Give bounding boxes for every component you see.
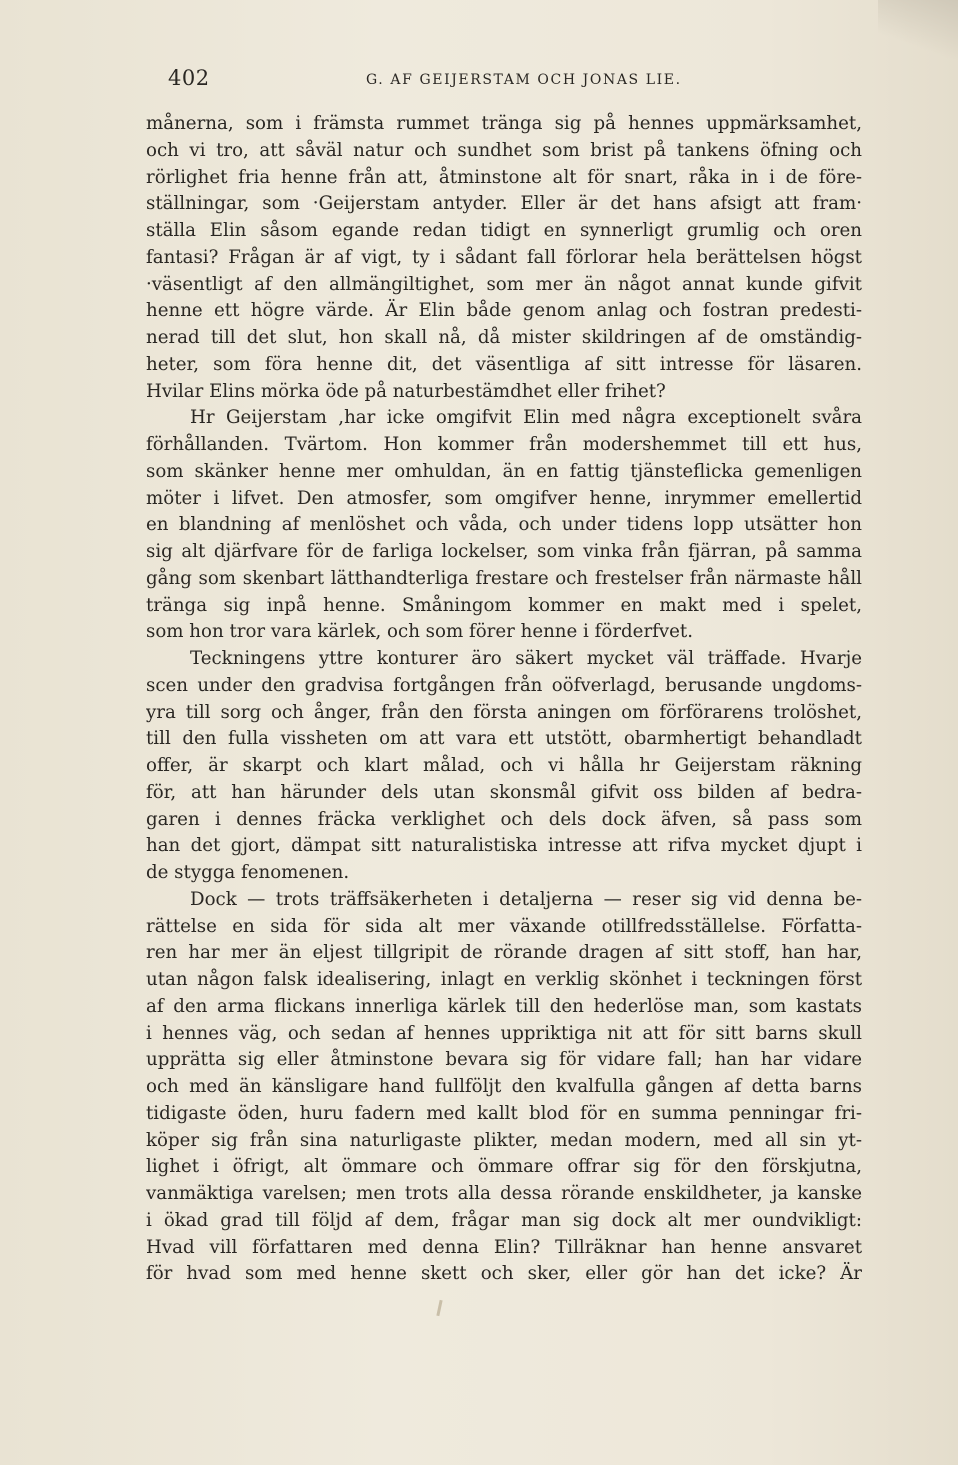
print-mark	[436, 1300, 442, 1316]
text-line: scen under den gradvisa fortgången från oöfverlagd, berusande ungdoms-	[146, 674, 862, 696]
text-line: han det gjort, dämpat sitt naturalistiska intresse att rifva mycket djupt i	[146, 835, 862, 857]
text-line: ställningar, som ·Geijerstam antyder. Eller är det hans afsigt att fram·	[146, 193, 862, 215]
text-line: Dock — trots träffsäkerheten i detaljerna — reser sig vid denna be-	[190, 888, 862, 910]
running-head: G. AF GEIJERSTAM OCH JONAS LIE.	[366, 72, 682, 88]
text-line: ·väsentligt af den allmängiltighet, som mer än något annat kunde gifvit	[146, 273, 862, 295]
text-line: yra till sorg och ånger, från den första aningen om förförarens trolöshet,	[146, 701, 862, 723]
text-line: förhållanden. Tvärtom. Hon kommer från modershemmet till ett hus,	[146, 434, 862, 455]
text-line: som skänker henne mer omhuldan, än en fattig tjänsteflicka gemenligen	[146, 460, 862, 482]
text-line: rättelse en sida för sida alt mer växande otillfredsställelse. Författa-	[146, 915, 862, 937]
text-line: fantasi? Frågan är af vigt, ty i sådant fall förlorar hela berättelsen högst	[146, 246, 862, 268]
text-line: Hvad vill författaren med denna Elin? Tillräknar han henne ansvaret	[146, 1236, 862, 1258]
page-number: 402	[168, 66, 210, 90]
text-line: möter i lifvet. Den atmosfer, som omgifver henne, inrymmer emellertid	[146, 487, 862, 509]
text-line: tidigaste öden, huru fadern med kallt blod för en summa penningar fri-	[146, 1102, 862, 1124]
text-line: af den arma flickans innerliga kärlek till den hederlöse man, som kastats	[146, 995, 862, 1017]
text-line: i ökad grad till följd af dem, frågar man sig dock alt mer oundvikligt:	[146, 1209, 862, 1231]
text-line: och med än känsligare hand fullföljt den kvalfulla gången af detta barns	[146, 1076, 862, 1097]
text-line: rörlighet fria henne från att, åtminstone alt för snart, råka in i de före-	[146, 166, 862, 188]
text-line: offer, är skarpt och klart målad, och vi hålla hr Geijerstam räkning	[146, 755, 862, 776]
text-line: vanmäktiga varelsen; men trots alla dessa rörande enskildheter, ja kanske	[146, 1183, 862, 1204]
text-line: för hvad som med henne skett och sker, eller gör han det icke? Är	[146, 1263, 862, 1285]
text-line: ställa Elin såsom egande redan tidigt en synnerligt grumlig och oren	[146, 220, 862, 241]
text-line: utan någon falsk idealisering, inlagt en verklig skönhet i teckningen först	[146, 969, 862, 990]
text-line: som hon tror vara kärlek, och som förer henne i förderfvet.	[146, 621, 693, 643]
text-line: garen i dennes fräcka verklighet och dels dock äfven, så pass som	[146, 808, 862, 830]
body-text	[146, 111, 862, 1288]
page-header	[168, 66, 863, 96]
text-line: de stygga fenomenen.	[146, 862, 350, 883]
text-line: Teckningens yttre konturer äro säkert mycket väl träffade. Hvarje	[190, 648, 862, 669]
text-line: heter, som föra henne dit, det väsentliga af sitt intresse för läsaren.	[146, 353, 862, 375]
text-line: nerad till det slut, hon skall nå, då mister skildringen af de omständig-	[146, 327, 862, 348]
text-line: en blandning af menlöshet och våda, och under tidens lopp utsätter hon	[146, 514, 862, 536]
text-line: till den fulla vissheten om att vara ett utstött, obarmhertigt behandladt	[146, 728, 862, 750]
text-line: lighet i öfrigt, alt ömmare och ömmare offrar sig för den förskjutna,	[146, 1156, 862, 1178]
text-line: månerna, som i främsta rummet tränga sig på hennes uppmärksamhet,	[146, 113, 862, 134]
text-line: ren har mer än eljest tillgripit de rörande dragen af sitt stoff, han har,	[146, 942, 862, 964]
page-corner-shadow	[878, 0, 958, 60]
text-line: Hvilar Elins mörka öde på naturbestämdhet eller frihet?	[146, 380, 666, 402]
text-line: och vi tro, att såväl natur och sundhet som brist på tankens öfning och	[146, 139, 862, 161]
text-line: sig alt djärfvare för de farliga lockelser, som vinka från fjärran, på samma	[146, 541, 862, 562]
text-line: henne ett högre värde. Är Elin både genom anlag och fostran predesti-	[146, 300, 862, 322]
text-line: gång som skenbart lätthandterliga frestare och frestelser från närmaste håll	[146, 567, 862, 589]
text-line: för, att han härunder dels utan skonsmål gifvit oss bilden af bedra-	[146, 781, 862, 803]
text-line: tränga sig inpå henne. Småningom kommer en makt med i spelet,	[146, 594, 862, 616]
text-line: i hennes väg, och sedan af hennes uppriktiga nit att för sitt barns skull	[146, 1022, 862, 1044]
text-line: upprätta sig eller åtminstone bevara sig för vidare fall; han har vidare	[146, 1049, 862, 1071]
text-line: Hr Geijerstam ,har icke omgifvit Elin med några exceptionelt svåra	[190, 407, 862, 429]
text-line: köper sig från sina naturligaste plikter, medan modern, med all sin yt-	[146, 1129, 862, 1151]
